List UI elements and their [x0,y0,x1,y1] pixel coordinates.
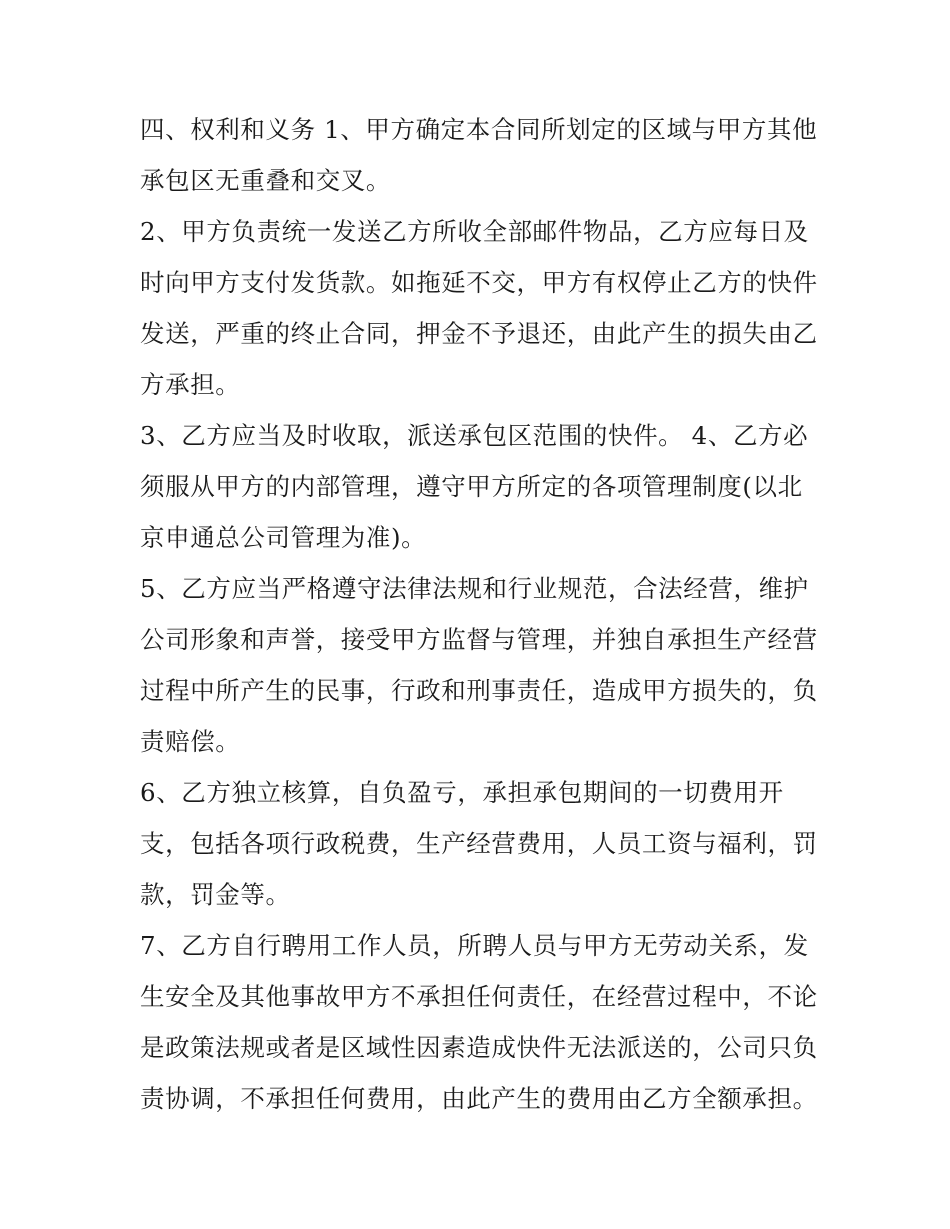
text-line: 四、权利和义务 1、甲方确定本合同所划定的区域与甲方其他 [140,115,818,144]
text-line: 公司形象和声誉，接受甲方监督与管理，并独自承担生产经营 [140,625,818,654]
text-line: 发送，严重的终止合同，押金不予退还，由此产生的损失由乙 [140,319,818,348]
text-line: 京申通总公司管理为准)。 [140,523,427,552]
text-line: 责赔偿。 [140,727,241,756]
text-line: 6、乙方独立核算，自负盈亏，承担承包期间的一切费用开 [140,778,784,807]
text-line: 承包区无重叠和交叉。 [140,166,391,195]
text-line: 3、乙方应当及时收取，派送承包区范围的快件。 4、乙方必 [140,421,809,450]
text-line: 须服从甲方的内部管理，遵守甲方所定的各项管理制度(以北 [140,472,803,501]
text-line: 责协调，不承担任何费用，由此产生的费用由乙方全额承担。 [140,1084,818,1113]
text-line: 款，罚金等。 [140,880,291,909]
text-line: 5、乙方应当严格遵守法律法规和行业规范，合法经营，维护 [140,574,809,603]
text-line: 支，包括各项行政税费，生产经营费用，人员工资与福利，罚 [140,829,818,858]
text-line: 生安全及其他事故甲方不承担任何责任，在经营过程中，不论 [140,982,818,1011]
text-line: 时向甲方支付发货款。如拖延不交，甲方有权停止乙方的快件 [140,268,818,297]
text-line: 方承担。 [140,370,241,399]
text-line: 2、甲方负责统一发送乙方所收全部邮件物品，乙方应每日及 [140,217,809,246]
text-line: 是政策法规或者是区域性因素造成快件无法派送的，公司只负 [140,1033,818,1062]
document-body [140,104,830,1124]
text-line: 7、乙方自行聘用工作人员，所聘人员与甲方无劳动关系，发 [140,931,809,960]
text-line: 过程中所产生的民事，行政和刑事责任，造成甲方损失的，负 [140,676,818,705]
